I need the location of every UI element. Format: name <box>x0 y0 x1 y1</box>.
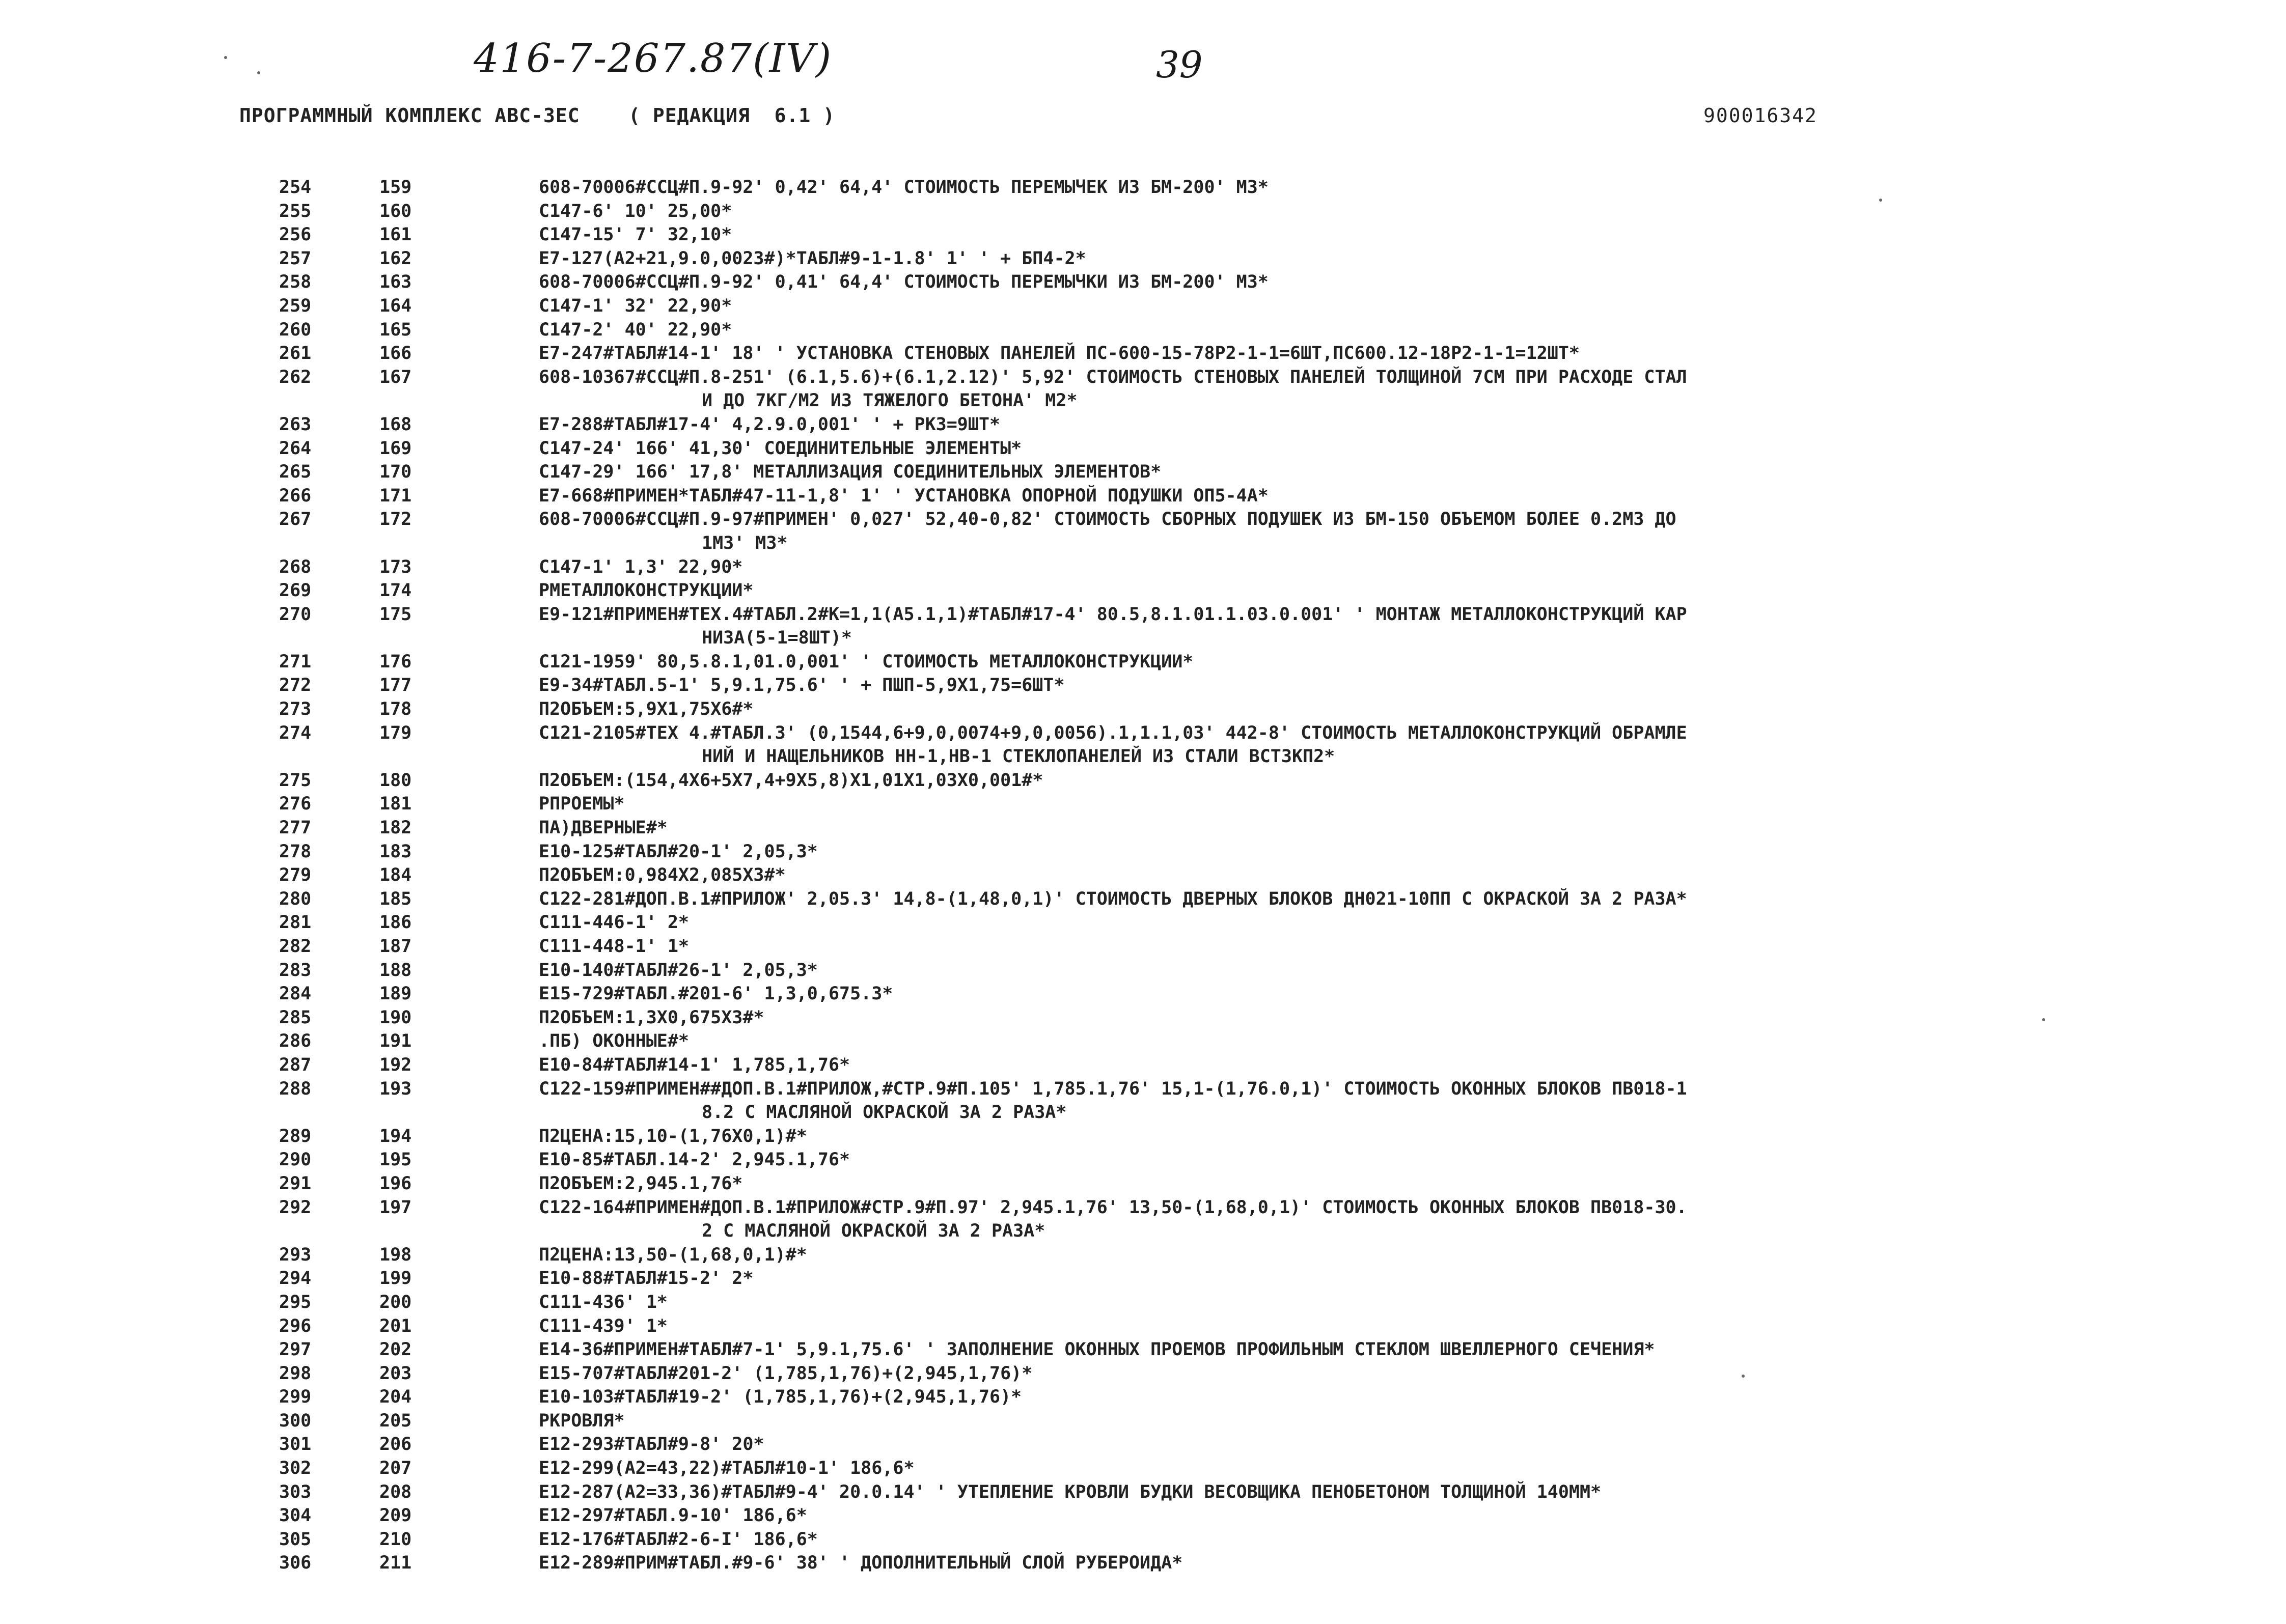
line-number: 278 <box>279 841 312 862</box>
line-number: 286 <box>279 1031 312 1052</box>
record-text-line: 608-70006#ССЦ#П.9-97#ПРИМЕН' 0,027' 52,40-0,82' СТОИМОСТЬ СБОРНЫХ ПОДУШЕК ИЗ БМ-150 ОБЪЕМОМ БОЛЕЕ 0.2М3 ДО <box>539 509 1676 530</box>
line-number: 276 <box>279 794 312 815</box>
record-number: 169 <box>379 438 412 459</box>
record-number: 166 <box>379 343 412 364</box>
record-number: 184 <box>379 865 412 886</box>
line-number: 257 <box>279 248 312 269</box>
record-text-line: Е10-84#ТАБЛ#14-1' 1,785,1,76* <box>539 1054 850 1075</box>
listing-row <box>0 508 2286 555</box>
record-text <box>539 1314 2072 1338</box>
listing-row <box>0 1385 2286 1409</box>
record-text <box>539 223 2072 247</box>
listing-row <box>0 650 2286 674</box>
listing-row <box>0 1409 2286 1433</box>
handwritten-page-number: 39 <box>1156 43 1203 86</box>
listing-row <box>0 1338 2286 1362</box>
listing-row <box>0 247 2286 271</box>
listing-row <box>0 366 2286 413</box>
record-text-line: С147-29' 166' 17,8' МЕТАЛЛИЗАЦИЯ СОЕДИНИТЕЛЬНЫХ ЭЛЕМЕНТОВ* <box>539 462 1162 483</box>
record-text <box>539 1338 2072 1362</box>
line-number: 260 <box>279 319 312 340</box>
listing-row <box>0 318 2286 342</box>
record-number: 202 <box>379 1339 412 1360</box>
record-number: 197 <box>379 1197 412 1218</box>
line-number: 301 <box>279 1434 312 1455</box>
record-text-line: С147-24' 166' 41,30' СОЕДИНИТЕЛЬНЫЕ ЭЛЕМЕНТЫ* <box>539 438 1022 459</box>
record-text <box>539 460 2072 484</box>
line-number: 266 <box>279 485 312 506</box>
line-number: 265 <box>279 462 312 483</box>
line-number: 284 <box>279 984 312 1004</box>
listing-row <box>0 1172 2286 1196</box>
line-number: 272 <box>279 675 312 696</box>
record-number: 160 <box>379 201 412 221</box>
record-text-line: РКРОВЛЯ* <box>539 1410 625 1431</box>
record-number: 186 <box>379 912 412 933</box>
listing-row <box>0 484 2286 508</box>
listing-row <box>0 579 2286 603</box>
record-text-line: .ПБ) ОКОННЫЕ#* <box>539 1031 690 1052</box>
record-text-line: ПА)ДВЕРНЫЕ#* <box>539 818 668 838</box>
line-number: 261 <box>279 343 312 364</box>
record-number: 205 <box>379 1410 412 1431</box>
record-text-line: Е10-140#ТАБЛ#26-1' 2,05,3* <box>539 960 818 981</box>
listing-row <box>0 1053 2286 1077</box>
line-number: 277 <box>279 818 312 838</box>
record-text-line: С122-164#ПРИМЕН#ДОП.В.1#ПРИЛОЖ#СТР.9#П.97' 2,945.1,76' 13,50-(1,68,0,1)' СТОИМОСТЬ ОКОННЫХ БЛОКОВ ПВ018-30. <box>539 1197 1687 1218</box>
record-text <box>539 603 2072 650</box>
record-text-line: С121-2105#ТЕХ 4.#ТАБЛ.3' (0,1544,6+9,0,0074+9,0,0056).1,1.1,03' 442-8' СТОИМОСТЬ МЕТАЛЛОКОНСТРУКЦИЙ ОБРАМЛЕ <box>539 722 1687 743</box>
line-number: 297 <box>279 1339 312 1360</box>
record-number: 181 <box>379 794 412 815</box>
program-header-title: ПРОГРАММНЫЙ КОМПЛЕКС АВС-3ЕС ( РЕДАКЦИЯ 6.1 ) <box>239 104 836 127</box>
record-number: 193 <box>379 1078 412 1099</box>
listing-row <box>0 200 2286 223</box>
scan-speck <box>224 56 227 59</box>
record-number: 189 <box>379 984 412 1004</box>
record-text-line: Е9-121#ПРИМЕН#ТЕХ.4#ТАБЛ.2#К=1,1(А5.1,1)#ТАБЛ#17-4' 80.5,8.1.01.1.03.0.001' ' МОНТАЖ МЕТАЛЛОКОНСТРУКЦИЙ КАР <box>539 604 1687 625</box>
record-text-line: С111-448-1' 1* <box>539 936 690 957</box>
record-text <box>539 200 2072 223</box>
record-text <box>539 1077 2072 1125</box>
record-number: 211 <box>379 1553 412 1574</box>
record-text <box>539 1148 2072 1172</box>
record-text <box>539 1006 2072 1030</box>
record-text <box>539 247 2072 271</box>
listing-row <box>0 1291 2286 1314</box>
record-number: 178 <box>379 699 412 720</box>
listing-table <box>0 176 2286 1575</box>
line-number: 295 <box>279 1292 312 1312</box>
record-text-line: Е15-729#ТАБЛ.#201-6' 1,3,0,675.3* <box>539 984 893 1004</box>
listing-row <box>0 887 2286 911</box>
record-text <box>539 1409 2072 1433</box>
record-number: 199 <box>379 1268 412 1289</box>
record-number: 191 <box>379 1031 412 1052</box>
listing-row <box>0 863 2286 887</box>
record-text <box>539 294 2072 318</box>
listing-row <box>0 1196 2286 1243</box>
listing-row <box>0 1148 2286 1172</box>
record-number: 159 <box>379 177 412 198</box>
record-text <box>539 1362 2072 1386</box>
listing-row <box>0 721 2286 769</box>
line-number: 258 <box>279 272 312 293</box>
record-number: 179 <box>379 722 412 743</box>
line-number: 268 <box>279 556 312 577</box>
record-text <box>539 176 2072 200</box>
line-number: 280 <box>279 888 312 909</box>
record-number: 175 <box>379 604 412 625</box>
record-text-line: Е12-293#ТАБЛ#9-8' 20* <box>539 1434 764 1455</box>
record-number: 172 <box>379 509 412 530</box>
record-text-line: Е10-103#ТАБЛ#19-2' (1,785,1,76)+(2,945,1,76)* <box>539 1387 1022 1408</box>
line-number: 275 <box>279 770 312 791</box>
record-text <box>539 1480 2072 1504</box>
record-text <box>539 816 2072 840</box>
line-number: 256 <box>279 225 312 245</box>
record-text <box>539 1172 2072 1196</box>
record-text <box>539 935 2072 959</box>
record-text <box>539 1053 2072 1077</box>
line-number: 290 <box>279 1150 312 1170</box>
listing-row <box>0 1457 2286 1480</box>
line-number: 269 <box>279 580 312 601</box>
line-number: 293 <box>279 1244 312 1265</box>
record-text <box>539 508 2072 555</box>
line-number: 306 <box>279 1553 312 1574</box>
record-text-line: С147-6' 10' 25,00* <box>539 201 732 221</box>
handwritten-document-code: 416-7-267.87(IV) <box>474 36 833 81</box>
record-number: 180 <box>379 770 412 791</box>
line-number: 254 <box>279 177 312 198</box>
record-text-line: С147-15' 7' 32,10* <box>539 225 732 245</box>
line-number: 302 <box>279 1458 312 1479</box>
record-text-line: Е7-247#ТАБЛ#14-1' 18' ' УСТАНОВКА СТЕНОВЫХ ПАНЕЛЕЙ ПС-600-15-78Р2-1-1=6ШТ,ПС600.12-18Р2-1-1=12ШТ* <box>539 343 1580 364</box>
line-number: 299 <box>279 1387 312 1408</box>
record-number: 200 <box>379 1292 412 1312</box>
line-number: 282 <box>279 936 312 957</box>
record-text <box>539 840 2072 864</box>
listing-row <box>0 270 2286 294</box>
line-number: 264 <box>279 438 312 459</box>
record-text-line: П2ОБЪЕМ:0,984Х2,085Х3#* <box>539 865 786 886</box>
record-text <box>539 1196 2072 1243</box>
record-text <box>539 721 2072 769</box>
record-text-line: С122-159#ПРИМЕН##ДОП.В.1#ПРИЛОЖ,#СТР.9#П.105' 1,785.1,76' 15,1-(1,76.0,1)' СТОИМОСТЬ ОКОННЫХ БЛОКОВ ПВ018-1 <box>539 1078 1687 1099</box>
scan-speck <box>257 71 260 74</box>
line-number: 298 <box>279 1363 312 1384</box>
record-number: 209 <box>379 1505 412 1526</box>
line-number: 288 <box>279 1078 312 1099</box>
record-text <box>539 342 2072 366</box>
listing-row <box>0 437 2286 461</box>
listing-row <box>0 176 2286 200</box>
record-number: 188 <box>379 960 412 981</box>
line-number: 285 <box>279 1007 312 1028</box>
record-text <box>539 1291 2072 1314</box>
record-text <box>539 318 2072 342</box>
record-number: 208 <box>379 1481 412 1502</box>
listing-row <box>0 1243 2286 1267</box>
record-text <box>539 863 2072 887</box>
record-text <box>539 366 2072 413</box>
record-number: 194 <box>379 1126 412 1146</box>
record-text-line: РМЕТАЛЛОКОНСТРУКЦИИ* <box>539 580 754 601</box>
record-number: 170 <box>379 462 412 483</box>
record-number: 187 <box>379 936 412 957</box>
record-number: 203 <box>379 1363 412 1384</box>
listing-row <box>0 935 2286 959</box>
listing-row <box>0 1362 2286 1386</box>
record-text-line: С122-281#ДОП.В.1#ПРИЛОЖ' 2,05.3' 14,8-(1,48,0,1)' СТОИМОСТЬ ДВЕРНЫХ БЛОКОВ ДН021-10ПП С ОКРАСКОЙ ЗА 2 РАЗА* <box>539 888 1687 909</box>
line-number: 270 <box>279 604 312 625</box>
record-text <box>539 1551 2072 1575</box>
record-text <box>539 911 2072 935</box>
line-number: 274 <box>279 722 312 743</box>
record-text <box>539 1504 2072 1528</box>
record-number: 174 <box>379 580 412 601</box>
listing-row <box>0 769 2286 793</box>
record-number: 190 <box>379 1007 412 1028</box>
record-text-line: П2ОБЪЕМ:2,945.1,76* <box>539 1173 743 1194</box>
line-number: 296 <box>279 1315 312 1336</box>
record-text-line: П2ОБЪЕМ:(154,4Х6+5Х7,4+9Х5,8)Х1,01Х1,03Х0,001#* <box>539 770 1043 791</box>
line-number: 271 <box>279 651 312 672</box>
line-number: 304 <box>279 1505 312 1526</box>
listing-row <box>0 1528 2286 1552</box>
record-number: 198 <box>379 1244 412 1265</box>
record-text-line: Е12-287(А2=33,36)#ТАБЛ#9-4' 20.0.14' ' УТЕПЛЕНИЕ КРОВЛИ БУДКИ ВЕСОВЩИКА ПЕНОБЕТОНОМ ТОЛЩИНОЙ 140ММ* <box>539 1481 1602 1502</box>
record-text-line: 608-70006#ССЦ#П.9-92' 0,42' 64,4' СТОИМОСТЬ ПЕРЕМЫЧЕК ИЗ БМ-200' М3* <box>539 177 1269 198</box>
listing-row <box>0 1077 2286 1125</box>
record-number: 206 <box>379 1434 412 1455</box>
line-number: 303 <box>279 1481 312 1502</box>
record-number: 165 <box>379 319 412 340</box>
listing-row <box>0 460 2286 484</box>
record-number: 207 <box>379 1458 412 1479</box>
record-text-line: Е12-297#ТАБЛ.9-10' 186,6* <box>539 1505 807 1526</box>
record-number: 183 <box>379 841 412 862</box>
listing-row <box>0 792 2286 816</box>
listing-row <box>0 1029 2286 1053</box>
listing-row <box>0 342 2286 366</box>
record-text <box>539 1125 2072 1149</box>
record-text-line: 608-10367#ССЦ#П.8-251' (6.1,5.6)+(6.1,2.12)' 5,92' СТОИМОСТЬ СТЕНОВЫХ ПАНЕЛЕЙ ТОЛЩИНОЙ 7СМ ПРИ РАСХОДЕ СТАЛ <box>539 367 1687 387</box>
record-text <box>539 484 2072 508</box>
listing-row <box>0 1504 2286 1528</box>
line-number: 291 <box>279 1173 312 1194</box>
record-text-line: Е10-125#ТАБЛ#20-1' 2,05,3* <box>539 841 818 862</box>
record-text-line: С121-1959' 80,5.8.1,01.0,001' ' СТОИМОСТЬ МЕТАЛЛОКОНСТРУКЦИИ* <box>539 651 1194 672</box>
line-number: 287 <box>279 1054 312 1075</box>
record-text-line: Е7-668#ПРИМЕН*ТАБЛ#47-11-1,8' 1' ' УСТАНОВКА ОПОРНОЙ ПОДУШКИ ОП5-4А* <box>539 485 1269 506</box>
line-number: 267 <box>279 509 312 530</box>
record-text-line: С147-1' 32' 22,90* <box>539 295 732 316</box>
listing-row <box>0 1125 2286 1149</box>
record-text <box>539 437 2072 461</box>
listing-row <box>0 223 2286 247</box>
listing-row <box>0 413 2286 437</box>
line-number: 255 <box>279 201 312 221</box>
listing-row <box>0 1267 2286 1291</box>
record-number: 176 <box>379 651 412 672</box>
line-number: 259 <box>279 295 312 316</box>
record-number: 201 <box>379 1315 412 1336</box>
record-text-continuation: НИЙ И НАЩЕЛЬНИКОВ НН-1,НВ-1 СТЕКЛОПАНЕЛЕЙ ИЗ СТАЛИ ВСТ3КП2* <box>702 746 1335 767</box>
record-text <box>539 697 2072 721</box>
record-text-line: Е7-288#ТАБЛ#17-4' 4,2.9.0,001' ' + РК3=9ШТ* <box>539 414 1001 435</box>
listing-row <box>0 697 2286 721</box>
listing-row <box>0 816 2286 840</box>
record-text <box>539 555 2072 579</box>
record-number: 164 <box>379 295 412 316</box>
record-text <box>539 650 2072 674</box>
listing-row <box>0 1006 2286 1030</box>
record-text-line: Е10-88#ТАБЛ#15-2' 2* <box>539 1268 754 1289</box>
record-text-line: Е7-127(А2+21,9.0,0023#)*ТАБЛ#9-1-1.8' 1' ' + БП4-2* <box>539 248 1086 269</box>
record-text <box>539 1385 2072 1409</box>
record-text <box>539 982 2072 1006</box>
record-text-line: П2ОБЪЕМ:5,9Х1,75Х6#* <box>539 699 754 720</box>
record-text-line: Е12-176#ТАБЛ#2-6-I' 186,6* <box>539 1529 818 1550</box>
listing-row <box>0 1551 2286 1575</box>
record-text-line: 608-70006#ССЦ#П.9-92' 0,41' 64,4' СТОИМОСТЬ ПЕРЕМЫЧКИ ИЗ БМ-200' М3* <box>539 272 1269 293</box>
record-number: 185 <box>379 888 412 909</box>
record-number: 196 <box>379 1173 412 1194</box>
record-text <box>539 1267 2072 1291</box>
record-text-line: П2ЦЕНА:13,50-(1,68,0,1)#* <box>539 1244 807 1265</box>
record-number: 162 <box>379 248 412 269</box>
listing-row <box>0 1433 2286 1457</box>
record-text <box>539 579 2072 603</box>
record-text <box>539 1029 2072 1053</box>
record-text-line: Е15-707#ТАБЛ#201-2' (1,785,1,76)+(2,945,1,76)* <box>539 1363 1033 1384</box>
listing-row <box>0 959 2286 983</box>
record-text-line: С147-1' 1,3' 22,90* <box>539 556 743 577</box>
listing-row <box>0 294 2286 318</box>
record-text-line: Е10-85#ТАБЛ.14-2' 2,945.1,76* <box>539 1150 850 1170</box>
record-text-continuation: 2 С МАСЛЯНОЙ ОКРАСКОЙ ЗА 2 РАЗА* <box>702 1221 1045 1242</box>
record-text <box>539 413 2072 437</box>
record-number: 161 <box>379 225 412 245</box>
scan-speck <box>2042 1018 2045 1021</box>
record-number: 168 <box>379 414 412 435</box>
record-text <box>539 769 2072 793</box>
record-text-continuation: НИЗА(5-1=8ШТ)* <box>702 628 852 649</box>
line-number: 294 <box>279 1268 312 1289</box>
record-number: 173 <box>379 556 412 577</box>
line-number: 273 <box>279 699 312 720</box>
record-number: 195 <box>379 1150 412 1170</box>
record-text-line: С147-2' 40' 22,90* <box>539 319 732 340</box>
record-number: 210 <box>379 1529 412 1550</box>
record-number: 171 <box>379 485 412 506</box>
record-text-line: П2ЦЕНА:15,10-(1,76Х0,1)#* <box>539 1126 807 1146</box>
line-number: 263 <box>279 414 312 435</box>
record-number: 192 <box>379 1054 412 1075</box>
record-number: 167 <box>379 367 412 387</box>
record-text-continuation: 1М3' М3* <box>702 533 788 553</box>
record-text <box>539 1457 2072 1480</box>
record-text-line: С111-439' 1* <box>539 1315 668 1336</box>
record-text-line: Е14-36#ПРИМЕН#ТАБЛ#7-1' 5,9.1,75.6' ' ЗАПОЛНЕНИЕ ОКОННЫХ ПРОЕМОВ ПРОФИЛЬНЫМ СТЕКЛОМ ШВЕЛЛЕРНОГО СЕЧЕНИЯ* <box>539 1339 1655 1360</box>
listing-row <box>0 1314 2286 1338</box>
record-text-line: Е9-34#ТАБЛ.5-1' 5,9.1,75.6' ' + ПШП-5,9Х1,75=6ШТ* <box>539 675 1065 696</box>
listing-row <box>0 555 2286 579</box>
record-text <box>539 959 2072 983</box>
record-text-line: РПРОЕМЫ* <box>539 794 625 815</box>
record-text <box>539 792 2072 816</box>
record-text <box>539 674 2072 697</box>
line-number: 279 <box>279 865 312 886</box>
line-number: 289 <box>279 1126 312 1146</box>
record-number: 163 <box>379 272 412 293</box>
listing-row <box>0 603 2286 650</box>
listing-row <box>0 982 2286 1006</box>
record-text-line: С111-446-1' 2* <box>539 912 690 933</box>
listing-row <box>0 1480 2286 1504</box>
record-text-line: С111-436' 1* <box>539 1292 668 1312</box>
scan-speck <box>1879 199 1882 202</box>
record-text <box>539 270 2072 294</box>
record-text <box>539 1528 2072 1552</box>
line-number: 300 <box>279 1410 312 1431</box>
record-text <box>539 1243 2072 1267</box>
program-header-code: 900016342 <box>1703 104 1817 127</box>
line-number: 281 <box>279 912 312 933</box>
record-number: 182 <box>379 818 412 838</box>
listing-row <box>0 840 2286 864</box>
listing-row <box>0 911 2286 935</box>
record-text-line: Е12-289#ПРИМ#ТАБЛ.#9-6' 38' ' ДОПОЛНИТЕЛЬНЫЙ СЛОЙ РУБЕРОИДА* <box>539 1553 1183 1574</box>
record-text <box>539 1433 2072 1457</box>
line-number: 305 <box>279 1529 312 1550</box>
line-number: 262 <box>279 367 312 387</box>
line-number: 283 <box>279 960 312 981</box>
scan-speck <box>1742 1375 1745 1378</box>
record-text <box>539 887 2072 911</box>
record-text-continuation: И ДО 7КГ/М2 ИЗ ТЯЖЕЛОГО БЕТОНА' М2* <box>702 390 1078 411</box>
record-number: 177 <box>379 675 412 696</box>
record-number: 204 <box>379 1387 412 1408</box>
record-text-line: П2ОБЪЕМ:1,3Х0,675Х3#* <box>539 1007 764 1028</box>
listing-row <box>0 674 2286 697</box>
line-number: 292 <box>279 1197 312 1218</box>
record-text-line: Е12-299(А2=43,22)#ТАБЛ#10-1' 186,6* <box>539 1458 915 1479</box>
record-text-continuation: 8.2 С МАСЛЯНОЙ ОКРАСКОЙ ЗА 2 РАЗА* <box>702 1102 1067 1123</box>
